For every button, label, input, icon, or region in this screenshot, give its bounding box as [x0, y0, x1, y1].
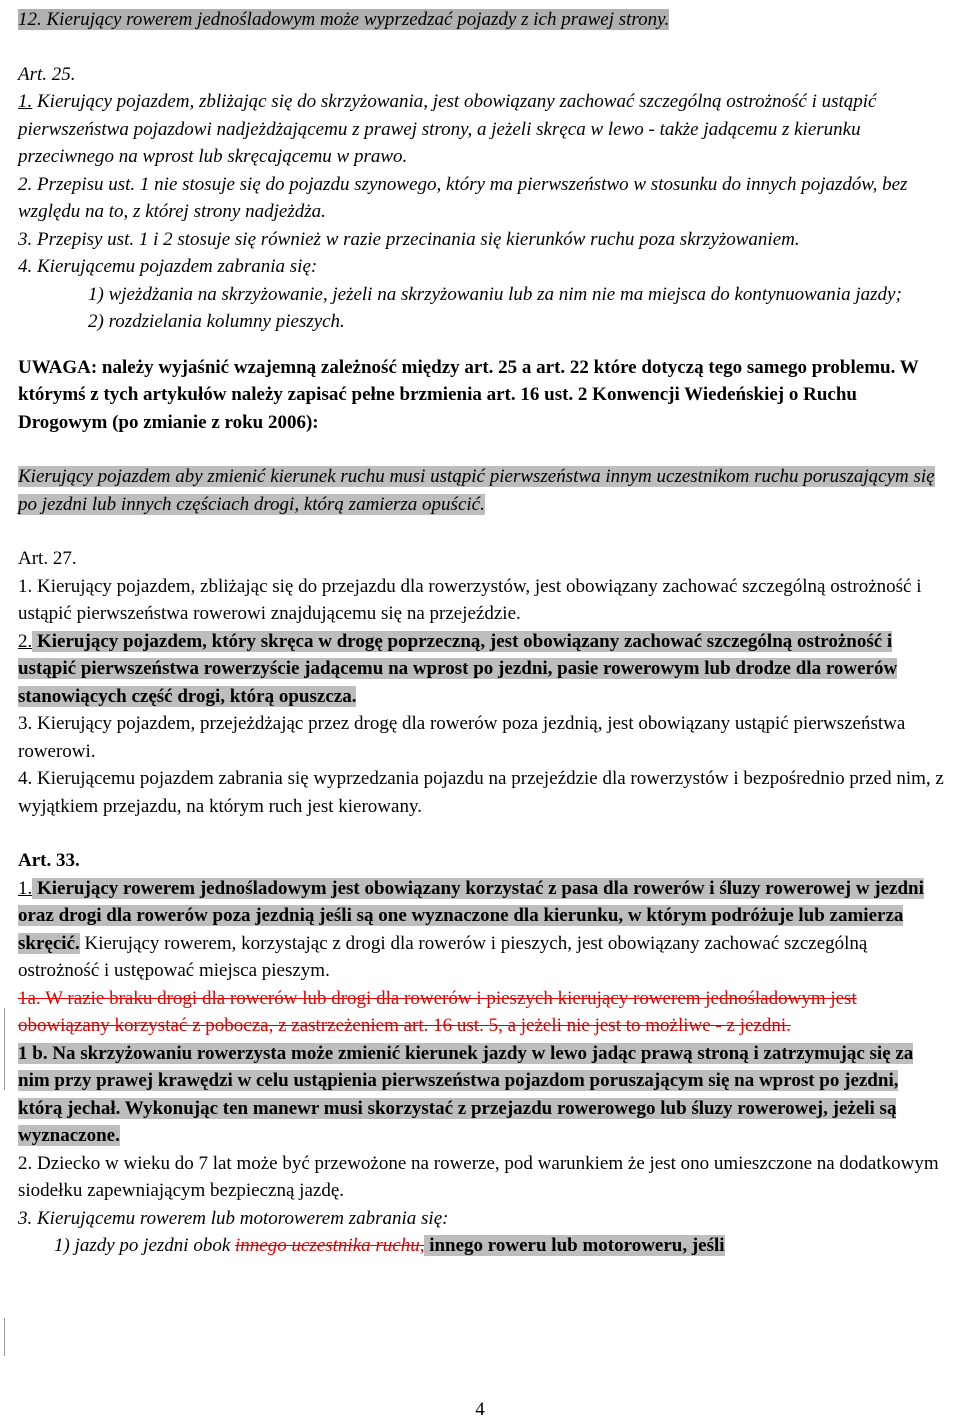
art33-p3-item-1-deleted: innego uczestnika ruchu,	[235, 1235, 425, 1256]
art27-p2-number: 2.	[18, 630, 33, 652]
spacer	[18, 820, 946, 847]
art25-p4-item-2: 2) rozdzielania kolumny pieszych.	[88, 311, 345, 332]
spacer	[18, 518, 946, 545]
spacer	[18, 34, 946, 61]
art33-p3-item-1-inserted: innego roweru lub motoroweru, jeśli	[424, 1235, 725, 1256]
art33-paragraph-1	[18, 875, 946, 985]
art33-paragraph-1b	[18, 1040, 946, 1150]
art27-paragraph-3: 3. Kierujący pojazdem, przejeżdżając przez drogę dla rowerów poza jezdnią, jest obowiązany ustąpić pierwszeństwa rowerowi.	[18, 713, 906, 762]
top-line-text: 12. Kierujący rowerem jednośladowym może wyprzedzać pojazdy z ich prawej strony.	[18, 9, 670, 30]
art33-p1-number: 1.	[18, 877, 33, 899]
art25-paragraph-2: 2. Przepisu ust. 1 nie stosuje się do pojazdu szynowego, który ma pierwszeństwo w stosunku do innych pojazdów, bez względu na to, z której strony nadjeżdża.	[18, 173, 908, 222]
spacer	[18, 436, 946, 463]
revision-margin-bar	[4, 1318, 5, 1356]
art27-paragraph-1: 1. Kierujący pojazdem, zbliżając się do przejazdu dla rowerzystów, jest obowiązany zachować szczególną ostrożność i ustąpić pierwszeństwa rowerowi znajdującemu się na przejeździe.	[18, 575, 922, 624]
art33-paragraph-2: 2. Dziecko w wieku do 7 lat może być przewożone na rowerze, pod warunkiem że jest ono umieszczone na dodatkowym siodełku zapewniającym bezpieczną jazdę.	[18, 1152, 939, 1201]
art33-p3-item-1-text: jazdy po jezdni obok	[69, 1235, 236, 1256]
art33-p1-rest-text: Kierujący rowerem, korzystając z drogi dla rowerów i pieszych, jest obowiązany zachować szczególną ostrożność i ustępować miejsca pieszym.	[18, 932, 868, 981]
art33-p1b-text: 1 b. Na skrzyżowaniu rowerzysta może zmienić kierunek jazdy w lewo jadąc prawą stroną i zatrzymując się za nim przy prawej krawędzi w celu ustąpienia pierwszeństwa pojazdom poruszającym się na wprost po jezdni, którą jechał. Wykonując ten manewr musi skorzystać z przejazdu rowerowego lub śluzy rowerowej, jeżeli są wyznaczone.	[18, 1042, 914, 1146]
art33-p3-item-1-number: 1)	[54, 1235, 70, 1256]
art33-p1-bold-text: Kierujący rowerem jednośladowym jest obowiązany korzystać z pasa dla rowerów i śluzy rowerowej w jezdni oraz drogi dla rowerów poza jezdnią jeśli są one wyznaczone dla kierunku, w którym podróżuje lub zamierza skręcić.	[18, 877, 924, 954]
art33-paragraph-3: 3. Kierującemu rowerem lub motorowerem zabrania się:	[18, 1207, 449, 1229]
document-page	[18, 6, 946, 1260]
art27-paragraph-2	[18, 628, 946, 711]
art25-p1-number: 1.	[18, 91, 33, 112]
art25-p1-text: Kierujący pojazdem, zbliżając się do skrzyżowania, jest obowiązany zachować szczególną ostrożność i ustąpić pierwszeństwa pojazdowi nadjeżdżającemu z prawej strony, a jeżeli skręca w lewo - także jadącemu z kierunku przeciwnego na wprost lub skręcającemu w prawo.	[18, 91, 877, 167]
convention-quote	[18, 463, 946, 518]
art25-paragraph-4: 4. Kierującemu pojazdem zabrania się:	[18, 256, 318, 277]
art25-p4-item-1: 1) wjeżdżania na skrzyżowanie, jeżeli na skrzyżowaniu lub za nim nie ma miejsca do kontynuowania jazdy;	[88, 283, 902, 305]
art27-p2-text: Kierujący pojazdem, który skręca w drogę poprzeczną, jest obowiązany zachować szczególną ostrożność i ustąpić pierwszeństwa rowerzyście jadącemu na wprost po jezdni, pasie rowerowym lub drodze dla rowerów stanowiących część drogi, którą opuszcza.	[18, 630, 898, 707]
top-line	[18, 6, 946, 34]
art25-paragraph-3: 3. Przepisy ust. 1 i 2 stosuje się również w razie przecinania się kierunków ruchu poza skrzyżowaniem.	[18, 228, 800, 250]
art27-paragraph-4: 4. Kierującemu pojazdem zabrania się wyprzedzania pojazdu na przejeździe dla rowerzystów i bezpośrednio przed nim, z wyjątkiem przejazdu, na którym ruch jest kierowany.	[18, 768, 944, 817]
spacer	[18, 336, 946, 354]
convention-quote-text: Kierujący pojazdem aby zmienić kierunek ruchu musi ustąpić pierwszeństwa innym uczestnikom ruchu poruszającym się po jezdni lub innych częściach drogi, którą zamierza opuścić.	[18, 466, 935, 515]
art33-heading: Art. 33.	[18, 850, 80, 871]
art33-p3-item-1	[18, 1232, 946, 1260]
art25-paragraph-1	[18, 88, 946, 171]
art27-heading: Art. 27.	[18, 548, 77, 569]
uwaga-note: UWAGA: należy wyjaśnić wzajemną zależność między art. 25 a art. 22 które dotyczą tego samego problemu. W którymś z tych artykułów należy zapisać pełne brzmienia art. 16 ust. 2 Konwencji Wiedeńskiej o Ruchu Drogowym (po zmianie z roku 2006):	[18, 356, 919, 433]
revision-margin-bar	[4, 1008, 5, 1090]
art25-heading: Art. 25.	[18, 63, 76, 85]
page-number: 4	[475, 1399, 485, 1420]
art33-paragraph-1a-deleted: 1a. W razie braku drogi dla rowerów lub drogi dla rowerów i pieszych kierujący rowerem jednośladowym jest obowiązany korzystać z pobocza, z zastrzeżeniem art. 16 ust. 5, a jeżeli nie jest to możliwe - z jezdni.	[18, 987, 857, 1036]
